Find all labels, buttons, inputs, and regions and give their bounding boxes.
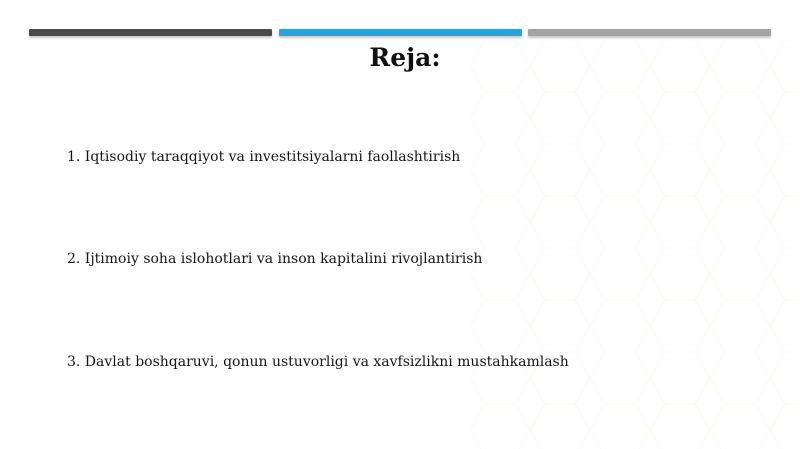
plan-item: 3. Davlat boshqaruvi, qonun ustuvorligi va xavfsizlikni mustahkamlash bbox=[67, 354, 569, 370]
plan-item: 2. Ijtimoiy soha islohotlari va inson kapitalini rivojlantirish bbox=[67, 251, 483, 267]
header-color-bars bbox=[29, 29, 771, 39]
plan-item: 1. Iqtisodiy taraqqiyot va investitsiyalarni faollashtirish bbox=[67, 149, 461, 165]
header-bar-blue bbox=[279, 29, 522, 36]
header-bar-gray bbox=[528, 29, 771, 36]
hexagon-pattern-decoration bbox=[470, 40, 800, 449]
header-bar-dark bbox=[29, 29, 272, 36]
slide-title: Reja: bbox=[369, 43, 441, 72]
